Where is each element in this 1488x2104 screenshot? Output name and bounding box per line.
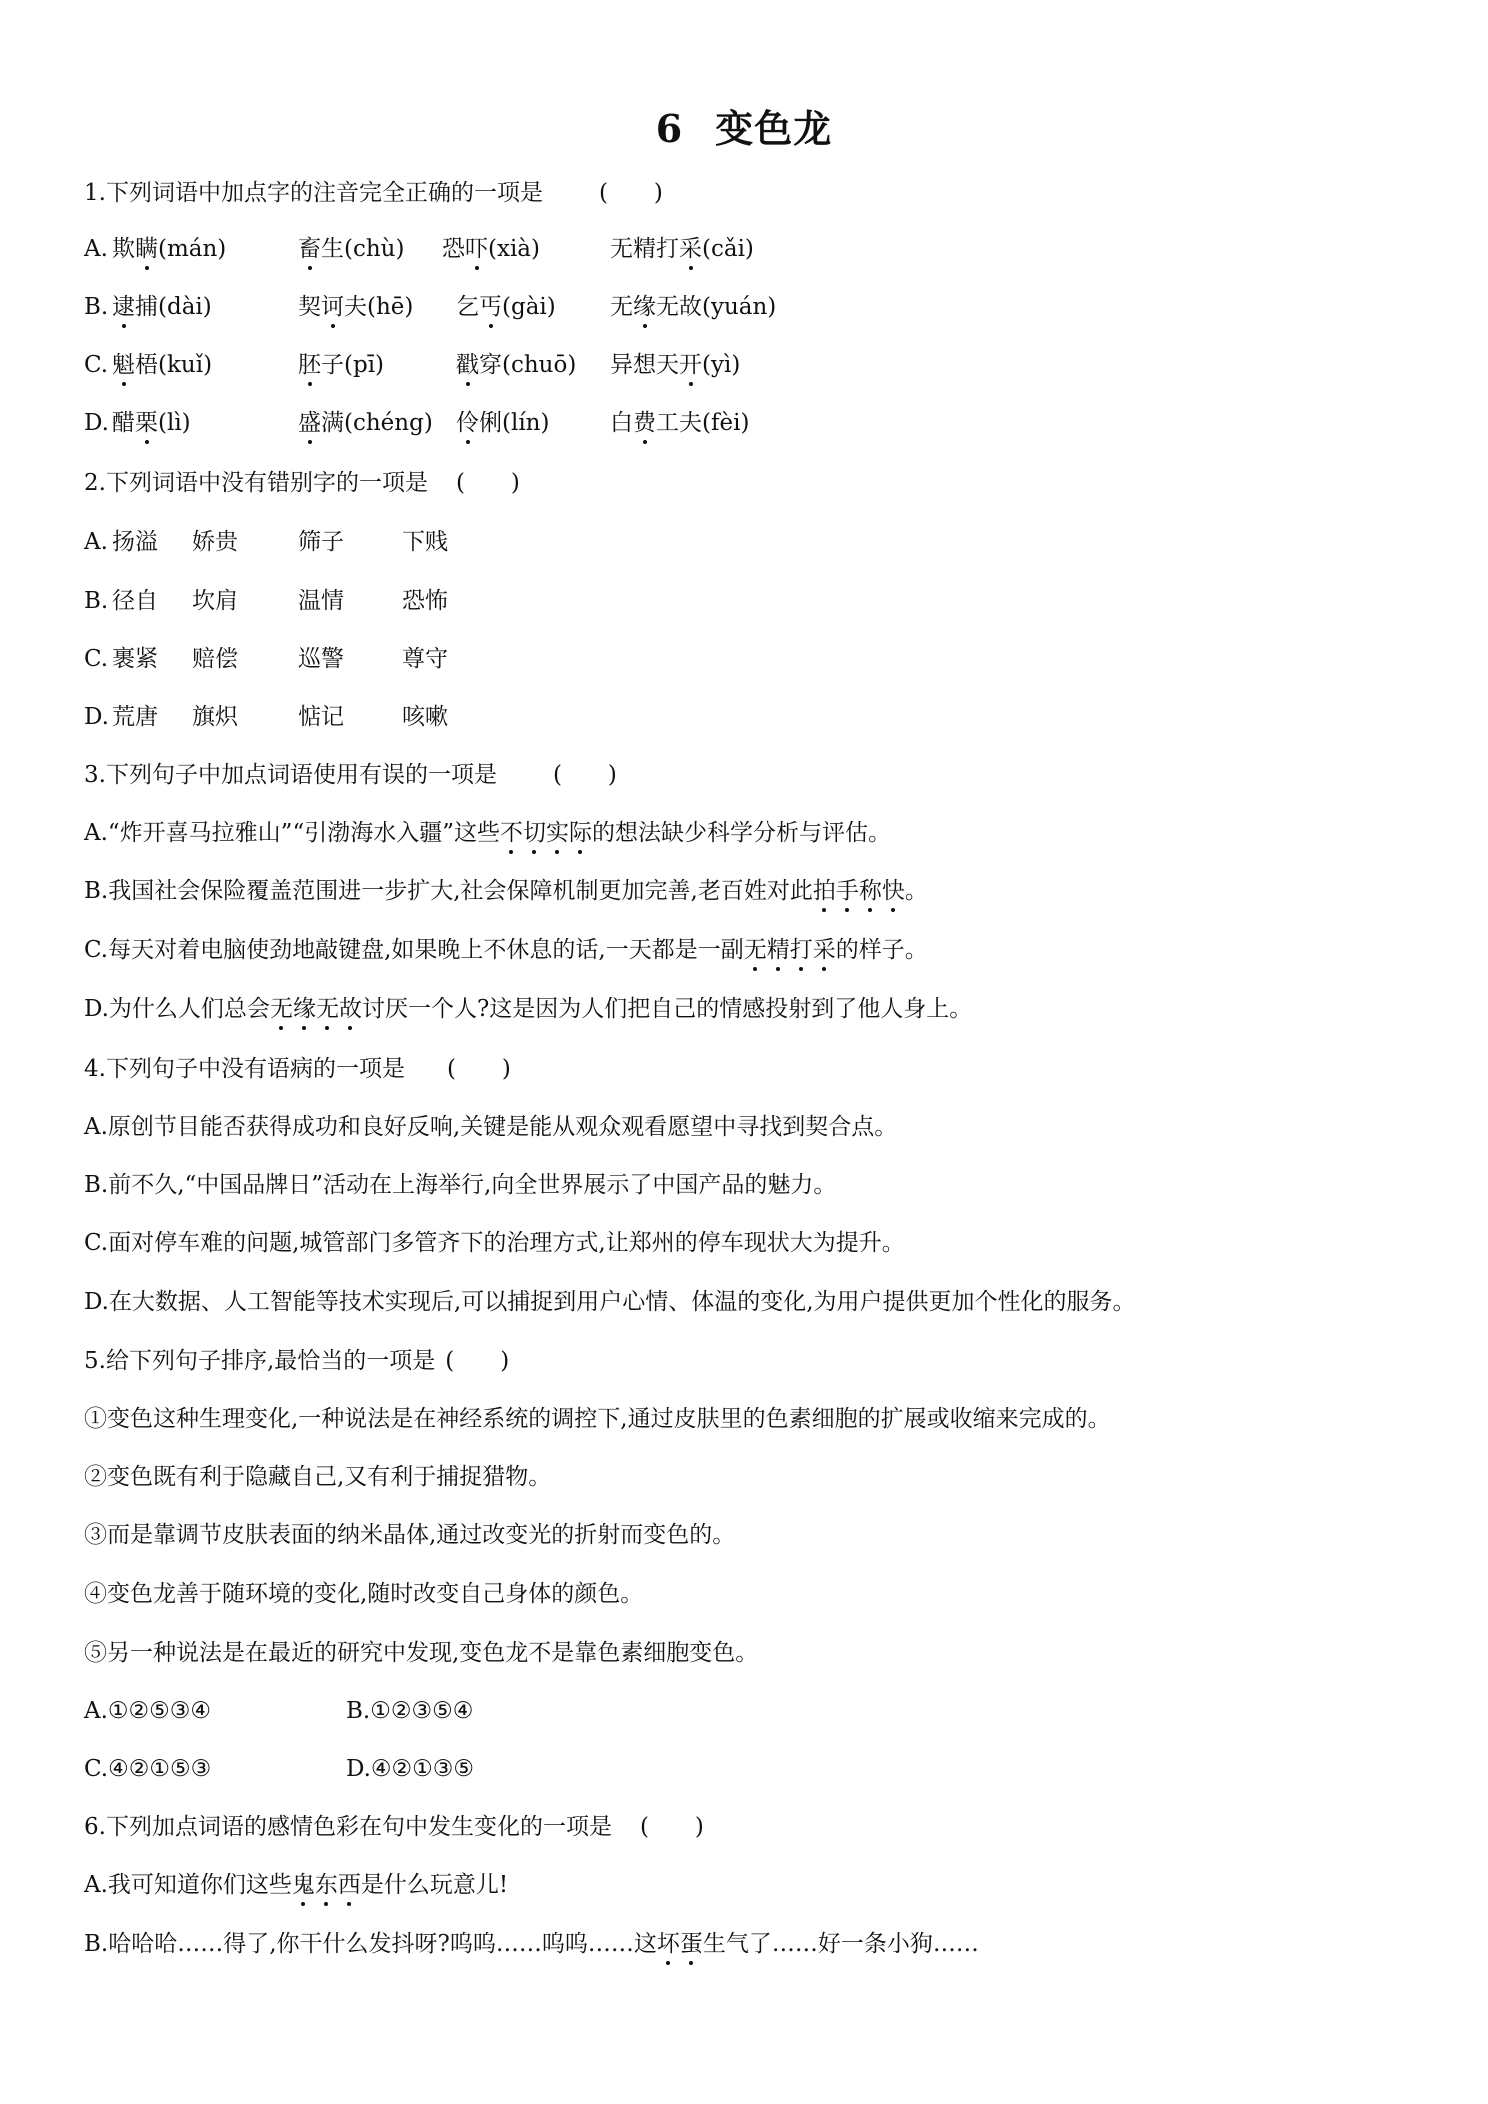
q3-option-b: B.我国社会保险覆盖范围进一步扩大,社会保障机制更加完善,老百姓对此拍手称快。 <box>84 878 928 904</box>
emphasis-char: 东 <box>314 1872 338 1898</box>
q1-d-item-1: 醋栗(lì) <box>112 410 191 436</box>
q1-d-item-2: 盛满(chéng) <box>298 410 433 436</box>
q5-option-b: B.①②③⑤④ <box>346 1698 474 1724</box>
page-title <box>0 98 1488 153</box>
q1-a-item-3: 恐吓(xià) <box>442 236 540 262</box>
q5-option-a: A.①②⑤③④ <box>84 1698 212 1724</box>
q1-c-item-1: 魁梧(kuǐ) <box>112 352 213 378</box>
q1-c-item-4: 异想天开(yì) <box>610 352 741 378</box>
answer-blank: ( ) <box>455 470 520 496</box>
q1-b-item-1: 逮捕(dài) <box>112 294 212 320</box>
q1-c-item-2: 胚子(pī) <box>298 352 385 378</box>
emphasis-char: 不 <box>499 820 523 846</box>
q1-a-item-4: 无精打采(cǎi) <box>610 236 754 262</box>
q1-c-item-3: 戳穿(chuō) <box>456 352 577 378</box>
emphasis-char: 实 <box>545 820 569 846</box>
q4-option-b: B.前不久,“中国品牌日”活动在上海举行,向全世界展示了中国产品的魅力。 <box>84 1172 837 1198</box>
q3-option-c: C.每天对着电脑使劲地敲键盘,如果晚上不休息的话,一天都是一副无精打采的样子。 <box>84 937 928 963</box>
q5-sentence-2: ②变色既有利于隐藏自己,又有利于捕捉猎物。 <box>84 1464 552 1490</box>
emphasis-char: 无 <box>743 937 767 963</box>
q1-b-item-4: 无缘无故(yuán) <box>610 294 777 320</box>
emphasis-char: 手 <box>835 878 859 904</box>
q5-stem: 5.给下列句子排序,最恰当的一项是 ( ) <box>84 1348 510 1374</box>
lesson-title: 变色龙 <box>715 106 833 151</box>
emphasis-char: 精 <box>766 937 790 963</box>
emphasis-char: 拍 <box>812 878 836 904</box>
emphasis-char: 称 <box>858 878 882 904</box>
q1-d-item-4: 白费工夫(fèi) <box>610 410 750 436</box>
emphasis-char: 际 <box>568 820 592 846</box>
q4-option-d: D.在大数据、人工智能等技术实现后,可以捕捉到用户心情、体温的变化,为用户提供更加个性化的服务。 <box>84 1289 1136 1315</box>
q3-stem: 3.下列句子中加点词语使用有误的一项是 ( ) <box>84 762 617 788</box>
emphasis-char: 无 <box>315 996 339 1022</box>
q1-d-item-3: 伶俐(lín) <box>456 410 550 436</box>
q4-option-a: A.原创节目能否获得成功和良好反响,关键是能从观众观看愿望中寻找到契合点。 <box>84 1114 898 1140</box>
q1-stem: 1.下列词语中加点字的注音完全正确的一项是 ( ) <box>84 180 663 206</box>
q1-b-item-2: 契诃夫(hē) <box>298 294 414 320</box>
emphasis-char: 打 <box>789 937 813 963</box>
q6-option-a: A.我可知道你们这些鬼东西是什么玩意儿! <box>84 1872 509 1898</box>
emphasis-char: 蛋 <box>679 1931 703 1957</box>
q2-stem: 2.下列词语中没有错别字的一项是 ( ) <box>84 470 520 496</box>
q4-stem: 4.下列句子中没有语病的一项是 ( ) <box>84 1056 511 1082</box>
worksheet-page: 6 变色龙 1.下列词语中加点字的注音完全正确的一项是 ( ) A. 欺瞒(mán) 畜生(chù) 恐吓(xià) 无精打采(cǎi) B. 逮捕(dài) 契诃夫(hē) 乞丐(gài) 无缘无故(yuán) C. 魁梧(kuǐ) 胚子(pī) 戳穿(chuō) 异想天开(yì) D. 醋栗(lì) 盛满(chéng) 伶俐(lín) 白费工夫(fèi) 2.下列词语中没有错别字的一项是 ( ) A. 扬溢 娇贵 筛子 下贱 B. 径自 坎肩 温情 恐怖 C. 裹紧 赔偿 巡警 尊守 D. 荒唐 旗炽 惦记 咳嗽 3.下列句子中加点词语使用有误的一项是 ( ) A.“炸开喜马拉雅山”“引渤海水入疆”这些不切实际的想法缺少科学分析与评估。 B.我国社会保险覆盖范围进一步扩大,社会保障机制更加完善,老百姓对此拍手称快。 C.每天对着电脑使劲地敲键盘,如果晚上不休息的话,一天都是一副无精打采的样子。 D.为什么人们总会无缘无故讨厌一个人?这是因为人们把自己的情感投射到了他人身上。 4.下列句子中没有语病的一项是 ( ) A.原创节目能否获得成功和良好反响,关键是能从观众观看愿望中寻找到契合点。 B.前不久,“中国品牌日”活动在上海举行,向全世界展示了中国产品的魅力。 C.面对停车难的问题,城管部门多管齐下的治理方式,让郑州的停车现状大为提升。 D.在大数据、人工智能等技术实现后,可以捕捉到用户心情、体温的变化,为用户提供更加个性化的服务。 5.给下列句子排序,最恰当的一项是 ( ) ①变色这种生理变化,一种说法是在神经系统的调控下,通过皮肤里的色素细胞的扩展或收缩来完成的。 ②变色既有利于隐藏自己,又有利于捕捉猎物。 ③而是靠调节皮肤表面的纳米晶体,通过改变光的折射而变色的。 ④变色龙善于随环境的变化,随时改变自己身体的颜色。 ⑤另一种说法是在最近的研究中发现,变色龙不是靠色素细胞变色。 A.①②⑤③④ B.①②③⑤④ C.④②①⑤③ D.④②①③⑤ 6.下列加点词语的感情色彩在句中发生变化的一项是 ( ) A.我可知道你们这些鬼东西是什么玩意儿! B.哈哈哈……得了,你干什么发抖呀?呜呜……呜呜……这坏蛋生气了……好一条小狗…… <box>0 0 1488 2104</box>
q4-option-c: C.面对停车难的问题,城管部门多管齐下的治理方式,让郑州的停车现状大为提升。 <box>84 1230 905 1256</box>
answer-blank: ( ) <box>446 1056 511 1082</box>
emphasis-char: 缘 <box>292 996 316 1022</box>
q3-option-d: D.为什么人们总会无缘无故讨厌一个人?这是因为人们把自己的情感投射到了他人身上。 <box>84 996 973 1022</box>
q6-option-b: B.哈哈哈……得了,你干什么发抖呀?呜呜……呜呜……这坏蛋生气了……好一条小狗…… <box>84 1931 979 1957</box>
answer-blank: ( ) <box>598 180 663 206</box>
answer-blank: ( ) <box>445 1348 510 1374</box>
answer-blank: ( ) <box>552 762 617 788</box>
emphasis-char: 西 <box>337 1872 361 1898</box>
q5-sentence-4: ④变色龙善于随环境的变化,随时改变自己身体的颜色。 <box>84 1581 644 1607</box>
emphasis-char: 鬼 <box>291 1872 315 1898</box>
q5-sentence-5: ⑤另一种说法是在最近的研究中发现,变色龙不是靠色素细胞变色。 <box>84 1640 759 1666</box>
emphasis-char: 坏 <box>656 1931 680 1957</box>
lesson-number: 6 <box>655 106 684 151</box>
q1-a-item-1: 欺瞒(mán) <box>112 236 227 262</box>
answer-blank: ( ) <box>639 1814 704 1840</box>
q3-option-a: A.“炸开喜马拉雅山”“引渤海水入疆”这些不切实际的想法缺少科学分析与评估。 <box>84 820 891 846</box>
q5-sentence-3: ③而是靠调节皮肤表面的纳米晶体,通过改变光的折射而变色的。 <box>84 1522 736 1548</box>
emphasis-char: 采 <box>812 937 836 963</box>
q6-stem: 6.下列加点词语的感情色彩在句中发生变化的一项是 ( ) <box>84 1814 704 1840</box>
emphasis-char: 故 <box>338 996 362 1022</box>
emphasis-char: 无 <box>269 996 293 1022</box>
emphasis-char: 快 <box>881 878 905 904</box>
q5-option-d: D.④②①③⑤ <box>346 1756 475 1782</box>
q1-b-item-3: 乞丐(gài) <box>456 294 556 320</box>
q1-a-item-2: 畜生(chù) <box>298 236 405 262</box>
q5-option-c: C.④②①⑤③ <box>84 1756 212 1782</box>
q5-sentence-1: ①变色这种生理变化,一种说法是在神经系统的调控下,通过皮肤里的色素细胞的扩展或收缩来完成的。 <box>84 1406 1111 1432</box>
emphasis-char: 切 <box>522 820 546 846</box>
